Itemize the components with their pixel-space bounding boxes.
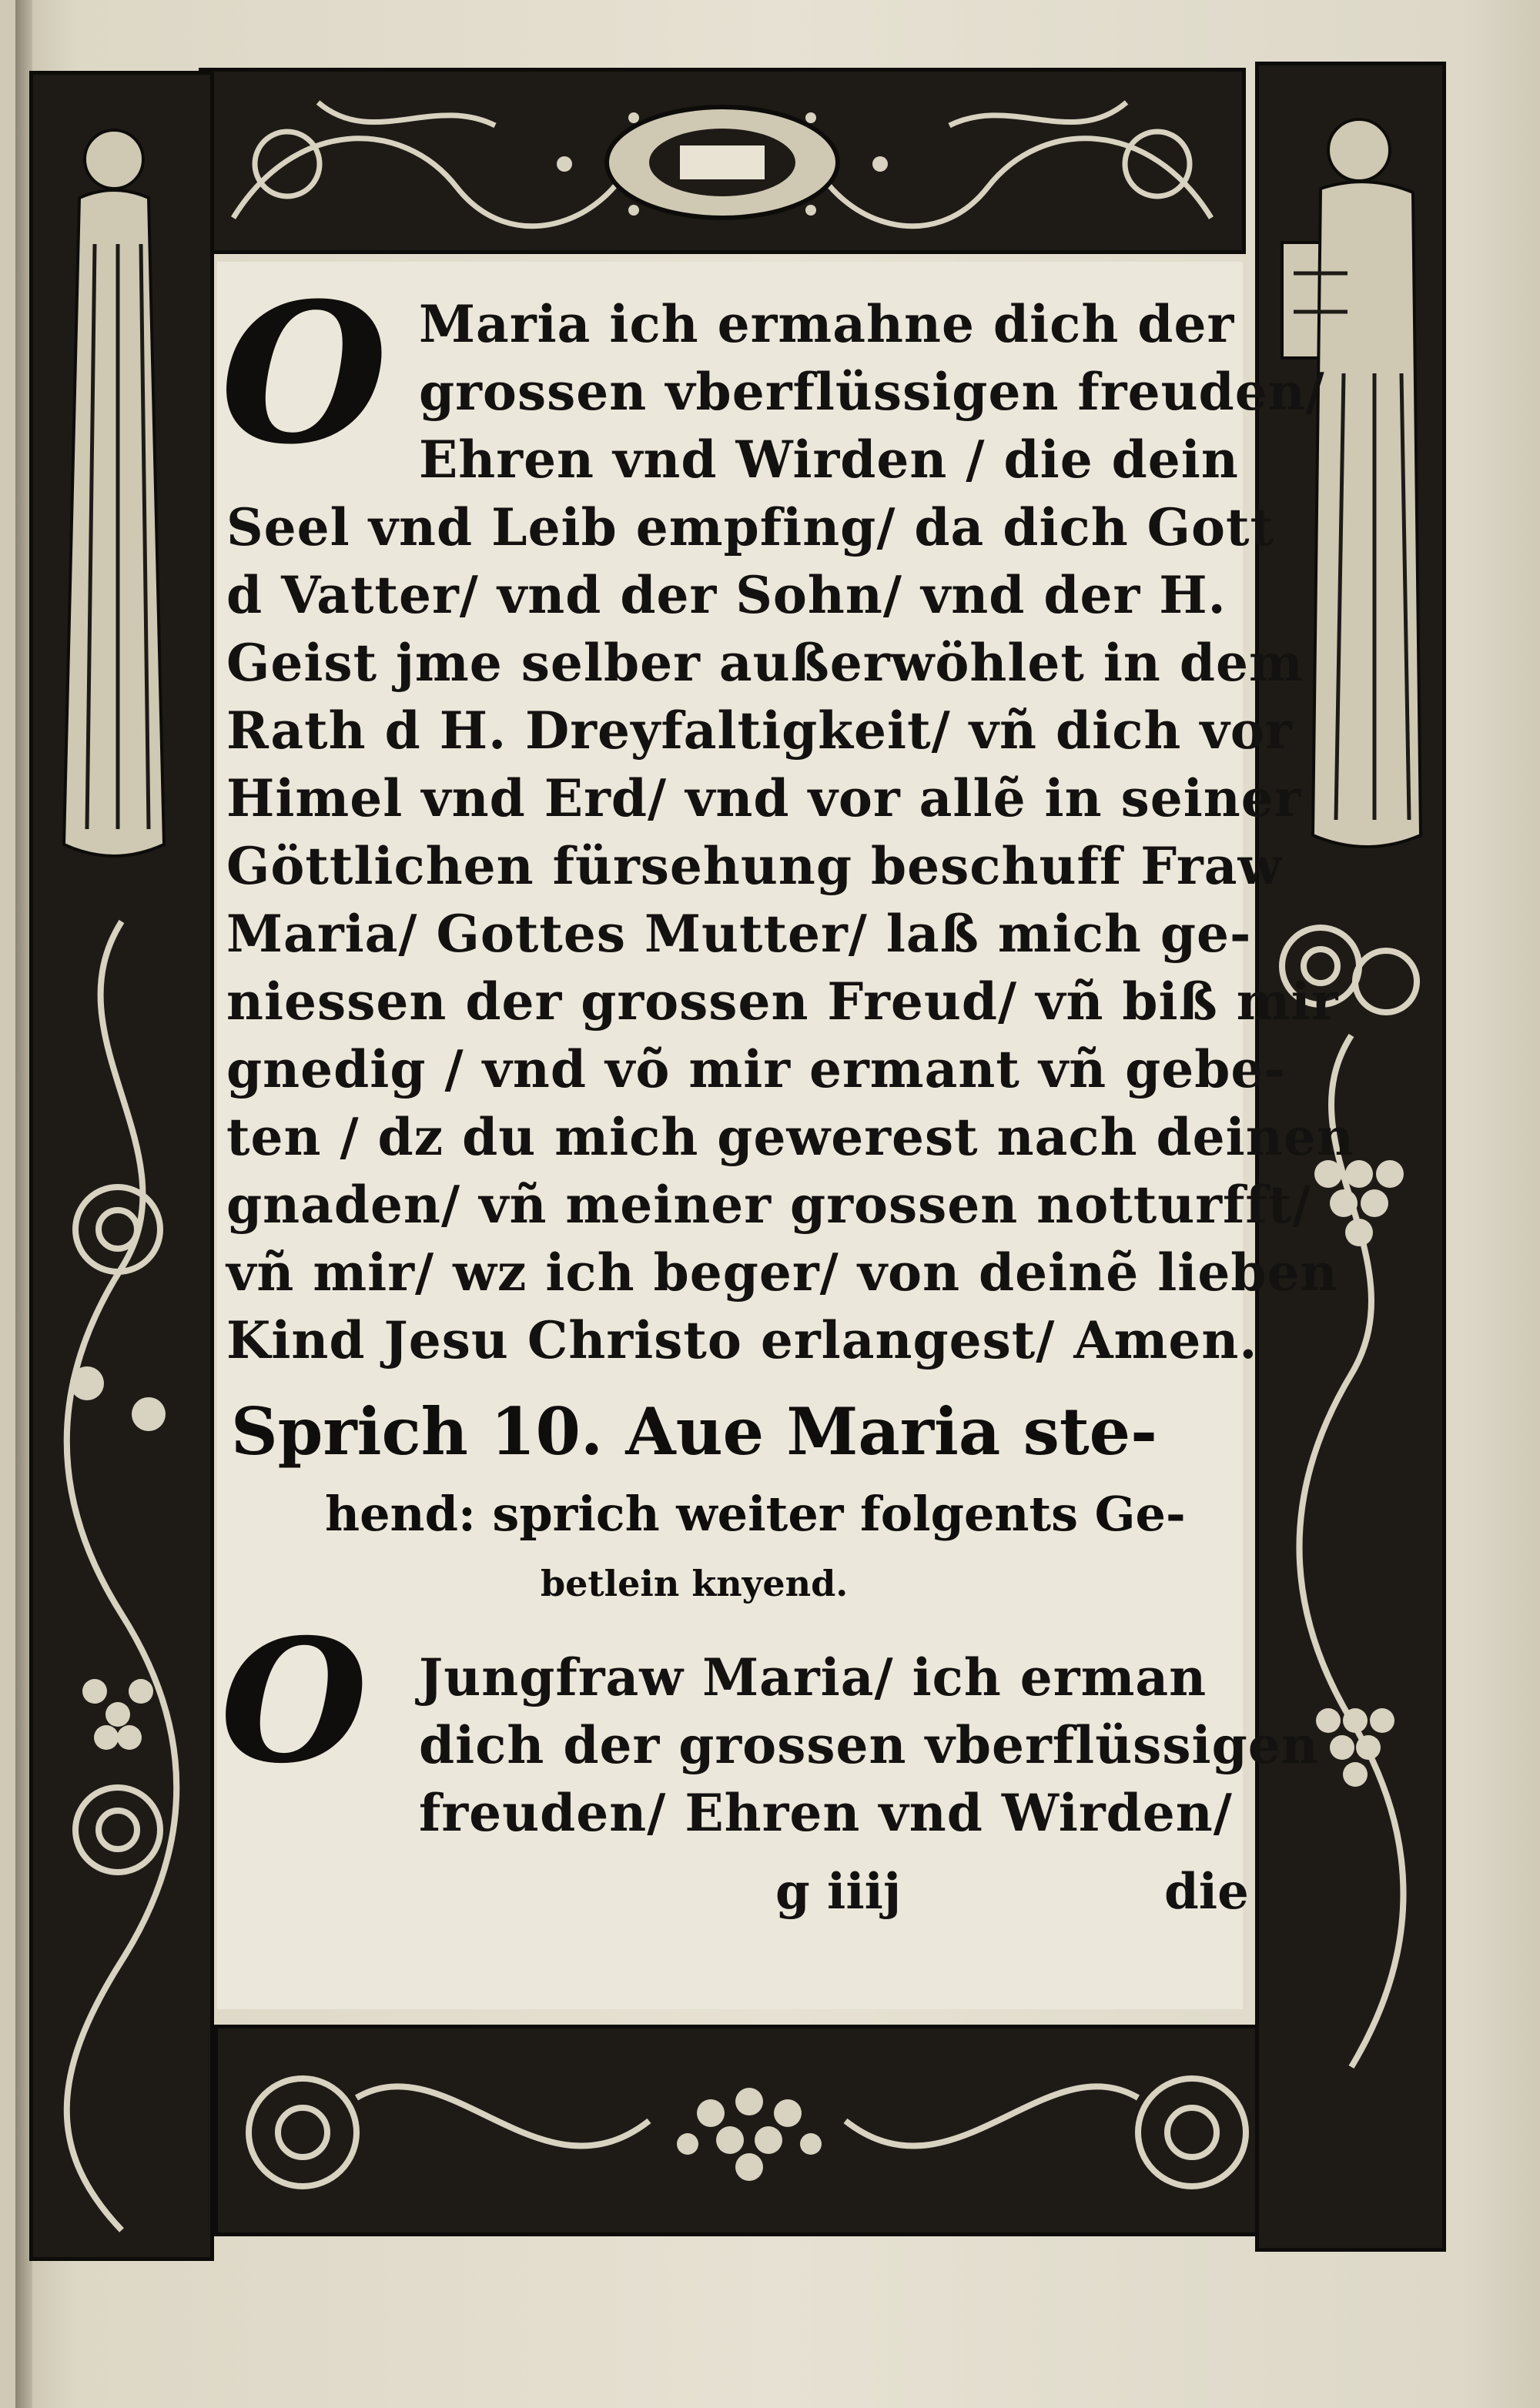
prayer-line: vñ mir/ wz ich beger/ von deinẽ lieben [226,1242,1338,1303]
text-block [217,260,1354,2009]
prayer-line: Geist jme selber außerwöhlet in dem [226,633,1304,693]
prayer-line: gnaden/ vñ meiner grossen notturfft/ [226,1175,1312,1235]
prayer-line: Göttlichen fürsehung beschuff Fraw [226,836,1283,896]
prayer-line: gnedig / vnd võ mir ermant vñ gebe- [226,1039,1286,1099]
rubric-line: betlein knyend. [541,1563,849,1604]
prayer-line: Maria/ Gottes Mutter/ laß mich ge- [226,904,1252,964]
prayer-line: niessen der grossen Freud/ vñ biß mir [226,972,1339,1032]
prayer-line: Rath d H. Dreyfaltigkeit/ vñ dich vor [226,701,1293,761]
prayer-line: Kind Jesu Christo erlangest/ Amen. [226,1310,1258,1370]
prayer-line: d Vatter/ vnd der Sohn/ vnd der H. [226,565,1227,625]
decorated-initial: O [220,1601,368,1801]
bottom-woodcut-border [214,2025,1281,2236]
prayer-line: Seel vnd Leib empfing/ da dich Gott [226,497,1275,557]
left-woodcut-border [29,71,214,2261]
rubric-line: hend: sprich weiter folgents Ge- [325,1486,1186,1542]
prayer-line: Ehren vnd Wirden / die dein [419,430,1239,490]
prayer-line: ten / dz du mich gewerest nach deinen [226,1107,1354,1167]
signature-mark: g iiij [775,1863,902,1921]
prayer-line: freuden/ Ehren vnd Wirden/ [419,1783,1233,1843]
prayer-line: Jungfraw Maria/ ich erman [419,1647,1207,1707]
prayer-line: grossen vberflüssigen freuden/ [419,362,1325,422]
top-woodcut-border [199,68,1246,254]
rubric-heading: Sprich 10. Aue Maria ste- [231,1393,1157,1470]
prayer-line: Himel vnd Erd/ vnd vor allẽ in seiner [226,768,1302,828]
prayer-line: Maria ich ermahne dich der [419,294,1235,354]
catchword: die [1164,1863,1249,1921]
prayer-line: dich der grossen vberflüssigen [419,1715,1319,1775]
decorated-initial: O [220,260,388,487]
